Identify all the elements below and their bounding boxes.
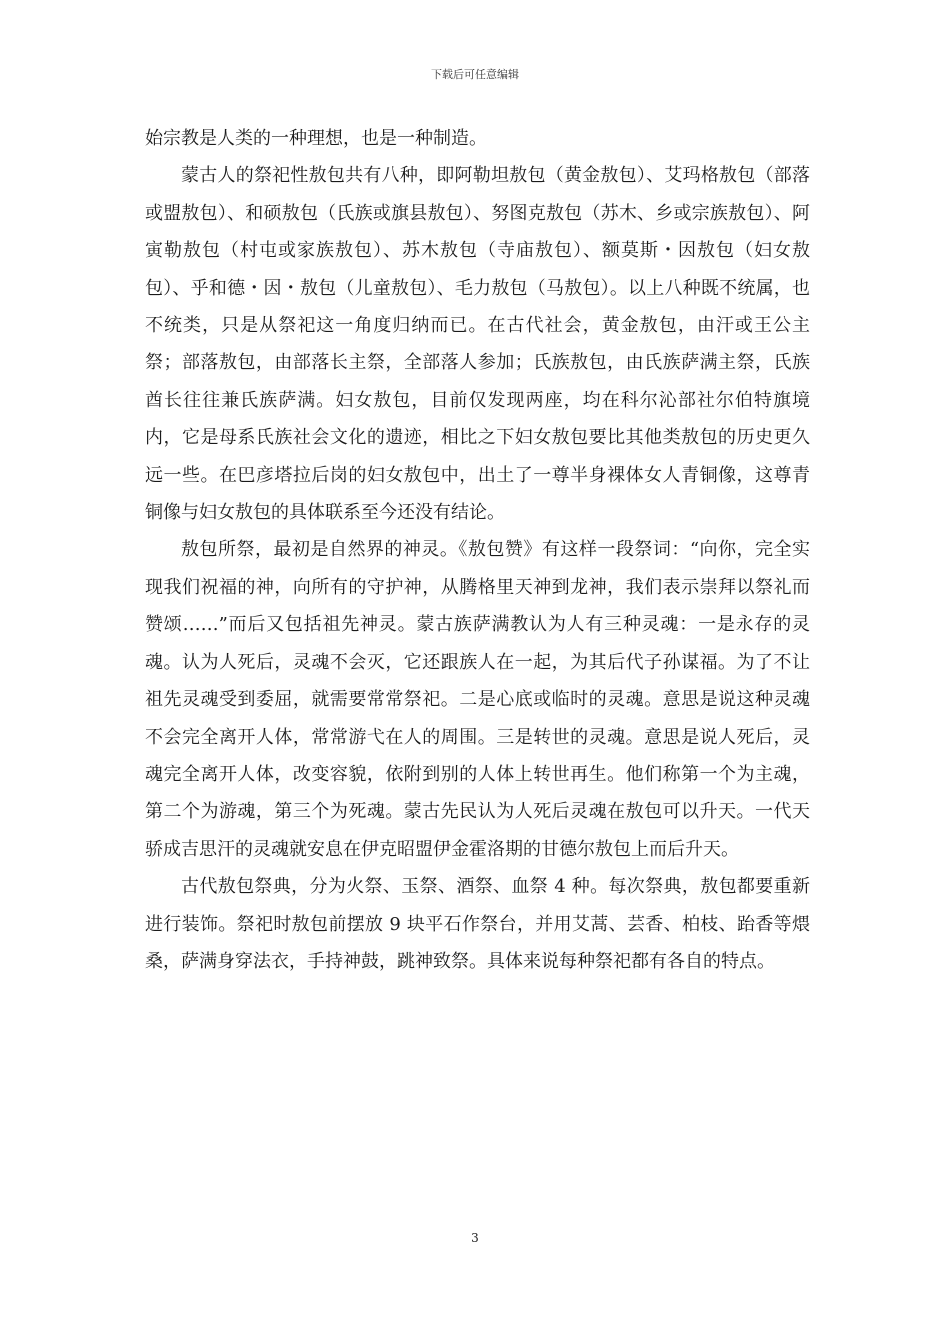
paragraph-aobao-types: 蒙古人的祭祀性敖包共有八种，即阿勒坦敖包（黄金敖包）、艾玛格敖包（部落或盟敖包）、和硕敖包（氏族或旗县敖包）、努图克敖包（苏木、乡或宗族敖包）、阿寅勒敖包（村屯或家族敖包）、苏木敖包（寺庙敖包）、额莫斯・因敖包（妇女敖包）、乎和德・因・敖包（儿童敖包）、毛力敖包（马敖包）。以上八种既不统属，也不统类，只是从祭祀这一角度归纳而已。在古代社会，黄金敖包，由汗或王公主祭；部落敖包，由部落长主祭，全部落人参加；氏族敖包，由氏族萨满主祭，氏族酋长往往兼氏族萨满。妇女敖包，目前仅发现两座，均在科尔沁部社尔伯特旗境内，它是母系氏族社会文化的遗迹，相比之下妇女敖包要比其他类敖包的历史更久远一些。在巴彦塔拉后岗的妇女敖包中，出土了一尊半身裸体女人青铜像，这尊青铜像与妇女敖包的具体联系至今还没有结论。 [145,165,810,524]
page-number: 3 [471,1231,479,1245]
paragraph-continuation: 始宗教是人类的一种理想，也是一种制造。 [145,128,487,149]
paragraph-aobao-spirits: 敖包所祭，最初是自然界的神灵。《敖包赞》有这样一段祭词：“向你，完全实现我们祝福的神，向所有的守护神，从腾格里天神到龙神，我们表示崇拜以祭礼而赞颂……”而后又包括祖先神灵。蒙古族萨满教认为人有三种灵魂：一是永存的灵魂。认为人死后，灵魂不会灭，它还跟族人在一起，为其后代子孙谋福。为了不让祖先灵魂受到委屈，就需要常常祭祀。二是心底或临时的灵魂。意思是说这种灵魂不会完全离开人体，常常游弋在人的周围。三是转世的灵魂。意思是说人死后，灵魂完全离开人体，改变容貌，依附到别的人体上转世再生。他们称第一个为主魂，第二个为游魂，第三个为死魂。蒙古先民认为人死后灵魂在敖包可以升天。一代天骄成吉思汗的灵魂就安息在伊克昭盟伊金霍洛期的甘德尔敖包上而后升天。 [145,539,810,860]
document-body [145,120,810,980]
page-header: 下载后可任意编辑 [431,68,519,81]
paragraph-aobao-rituals: 古代敖包祭典，分为火祭、玉祭、酒祭、血祭 4 种。每次祭典，敖包都要重新进行装饰。祭祀时敖包前摆放 9 块平石作祭台，并用艾蒿、芸香、柏枝、跆香等煨桑，萨满身穿法衣，手持神鼓，跳神致祭。具体来说每种祭祀都有各自的特点。 [145,876,810,972]
